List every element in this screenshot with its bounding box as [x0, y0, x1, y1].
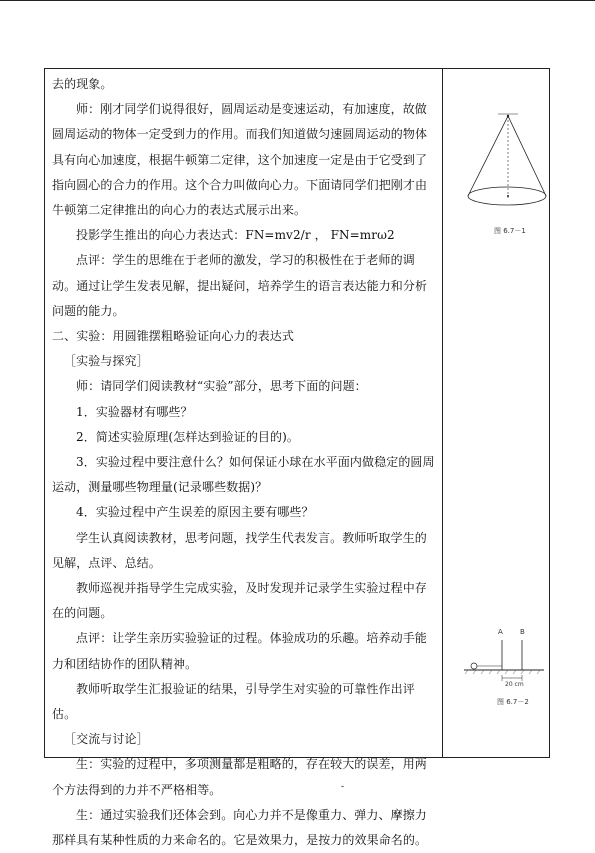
figure-2-label-b: B	[520, 628, 525, 636]
body-paragraph: 生：通过实验我们还体会到。向心力并不是像重力、弹力、摩擦力那样具有某种性质的力来命名的。它是效果力，是按力的效果命名的。	[52, 807, 428, 848]
column-divider	[442, 68, 443, 758]
lesson-text-column	[52, 72, 436, 853]
body-paragraph: 3．实验过程中要注意什么？如何保证小球在水平面内做稳定的圆周运动，测量哪些物理量(记录哪些数据)？	[52, 455, 435, 495]
cone-pendulum-figure	[460, 108, 555, 218]
body-paragraph: 点评：学生的思维在于老师的激发，学习的积极性在于老师的调动。通过让学生发表见解，提出疑问，培养学生的语言表达能力和分析问题的能力。	[52, 253, 428, 318]
figure-1-caption: 图 6.7－1	[494, 227, 526, 235]
body-paragraph: 生：实验的过程中，多项测量都是粗略的，存在较大的误差，用两个方法得到的力并不严格相等。	[52, 757, 427, 797]
footer-mark: -	[341, 782, 345, 792]
body-paragraph: 2．简述实验原理(怎样达到验证的目的)。	[76, 429, 299, 444]
figure-2-dimension: 20 cm	[505, 681, 524, 688]
body-paragraph: 4．实验过程中产生误差的原因主要有哪些？	[76, 505, 314, 520]
body-paragraph: 去的现象。	[52, 77, 113, 91]
body-paragraph: 1．实验器材有哪些？	[76, 404, 193, 419]
body-paragraph: 师：请同学们阅读教材“实验”部分，思考下面的问题：	[76, 379, 367, 394]
top-rule	[0, 0, 595, 1]
body-paragraph: 教师听取学生汇报验证的结果，引导学生对实验的可靠性作出评估。	[52, 681, 415, 722]
body-paragraph: 学生认真阅读教材，思考问题，找学生代表发言。教师听取学生的见解，点评、总结。	[52, 530, 427, 570]
figure-2-caption: 图 6.7－2	[497, 698, 529, 706]
figure-2-label-a: A	[498, 628, 503, 636]
body-paragraph: 教师巡视并指导学生完成实验，及时发现并记录学生实验过程中存在的问题。	[52, 581, 427, 621]
body-paragraph: ［交流与讨论］	[64, 732, 149, 747]
body-paragraph: 投影学生推出的向心力表达式：FN=mv2/r ， FN=mrω2	[76, 228, 395, 243]
body-paragraph: 二、实验：用圆锥摆粗略验证向心力的表达式	[52, 329, 295, 344]
body-paragraph: 点评：让学生亲历实验验证的过程。体验成功的乐趣。培养动手能力和团结协作的团队精神。	[52, 631, 427, 671]
body-paragraph: 师：刚才同学们说得很好，圆周运动是变速运动，有加速度，故做圆周运动的物体一定受到力的作用。而我们知道做匀速圆周运动的物体具有向心加速度，根据牛顿第二定律，这个加速度一定是由于它受到了指向圆心的合力的作用。这个合力叫做向心力。下面请同学们把刚才由牛顿第二定律推出的向心力的表达式展示出来。	[52, 102, 428, 218]
body-paragraph: ［实验与探究］	[64, 354, 149, 369]
